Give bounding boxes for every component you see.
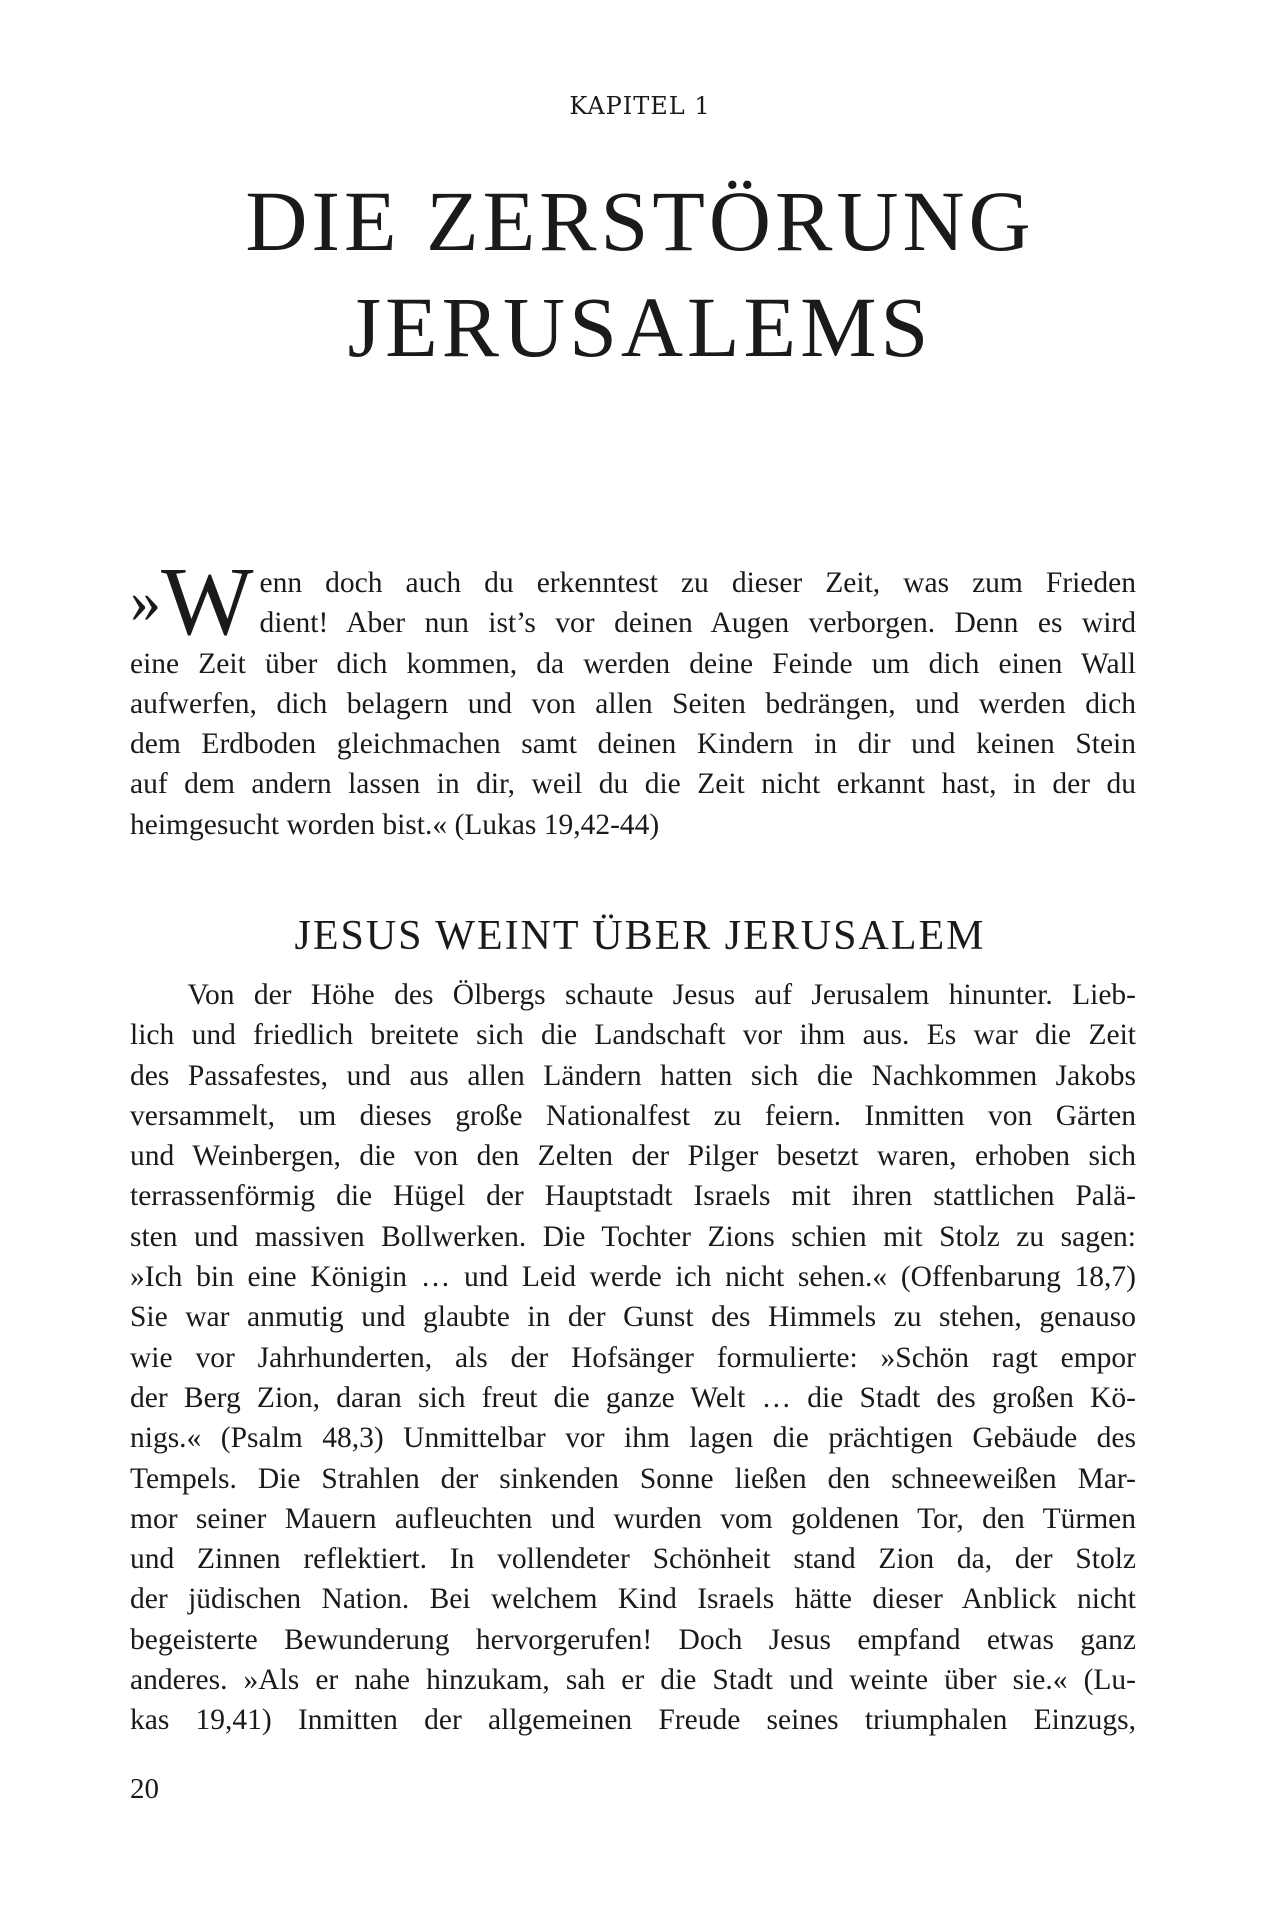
body-line: der jüdischen Nation. Bei welchem Kind Israels hätte dieser Anblick nicht [130, 1583, 1136, 1616]
body-line: des Passafestes, und aus allen Ländern hatten sich die Nachkommen Jakobs [130, 1059, 1136, 1092]
section-heading: JESUS WEINT ÜBER JERUSALEM [294, 913, 986, 959]
body-paragraph [130, 975, 1136, 1741]
drop-cap [130, 548, 254, 656]
body-line: »Ich bin eine Königin … und Leid werde ich nicht sehen.« (Offenbarung 18,7) [130, 1261, 1136, 1294]
body-line: wie vor Jahrhunderten, als der Hofsänger formulierte: »Schön ragt empor [130, 1341, 1136, 1374]
chapter-title-line: DIE ZERSTÖRUNG [245, 173, 1035, 269]
intro-line: aufwerfen, dich belagern und von allen Seiten bedrängen, und werden dich [130, 687, 1136, 720]
chapter-label: KAPITEL 1 [569, 92, 711, 120]
body-line: kas 19,41) Inmitten der allgemeinen Freude seines triumphalen Einzugs, [130, 1704, 1136, 1737]
body-line: sten und massiven Bollwerken. Die Tochter Zions schien mit Stolz zu sagen: [130, 1220, 1136, 1253]
intro-line: heimgesucht worden bist.« (Lukas 19,42-44) [130, 808, 660, 841]
body-line: versammelt, um dieses große Nationalfest zu feiern. Inmitten von Gärten [130, 1099, 1136, 1132]
body-line: mor seiner Mauern aufleuchten und wurden vom goldenen Tor, den Türmen [130, 1502, 1136, 1535]
body-line: Von der Höhe des Ölbergs schaute Jesus auf Jerusalem hinunter. Lieb- [130, 979, 1136, 1011]
body-line: Tempels. Die Strahlen der sinkenden Sonne ließen den schneeweißen Mar- [130, 1462, 1136, 1495]
body-line: begeisterte Bewunderung hervorgerufen! Doch Jesus empfand etwas ganz [130, 1623, 1136, 1656]
drop-cap-quote-mark: » [130, 568, 161, 636]
body-line: terrassenförmig die Hügel der Hauptstadt Israels mit ihren stattlichen Palä- [130, 1180, 1136, 1213]
chapter-title-line: JERUSALEMS [347, 279, 933, 375]
body-line: und Zinnen reflektiert. In vollendeter Schönheit stand Zion da, der Stolz [130, 1543, 1136, 1576]
intro-line: eine Zeit über dich kommen, da werden deine Feinde um dich einen Wall [130, 647, 1136, 680]
intro-line: dient! Aber nun ist’s vor deinen Augen verborgen. Denn es wird [259, 607, 1136, 640]
page-number: 20 [130, 1773, 159, 1805]
drop-cap-letter: W [161, 548, 254, 656]
body-line: Sie war anmutig und glaubte in der Gunst des Himmels zu stehen, genauso [130, 1301, 1136, 1334]
intro-line: enn doch auch du erkenntest zu dieser Zeit, was zum Frieden [259, 567, 1136, 599]
body-line: der Berg Zion, daran sich freut die ganze Welt … die Stadt des großen Kö- [130, 1381, 1136, 1414]
body-line: und Weinbergen, die von den Zelten der Pilger besetzt waren, erhoben sich [130, 1140, 1136, 1173]
body-line: anderes. »Als er nahe hinzukam, sah er die Stadt und weinte über sie.« (Lu- [130, 1664, 1136, 1697]
body-line: nigs.« (Psalm 48,3) Unmittelbar vor ihm lagen die prächtigen Gebäude des [130, 1422, 1136, 1455]
intro-quote [130, 548, 1136, 845]
body-line: lich und friedlich breitete sich die Landschaft vor ihm aus. Es war die Zeit [130, 1019, 1136, 1052]
intro-line: dem Erdboden gleichmachen samt deinen Kindern in dir und keinen Stein [130, 728, 1136, 761]
intro-line: auf dem andern lassen in dir, weil du die Zeit nicht erkannt hast, in der du [130, 768, 1136, 801]
chapter-title [0, 168, 1280, 380]
